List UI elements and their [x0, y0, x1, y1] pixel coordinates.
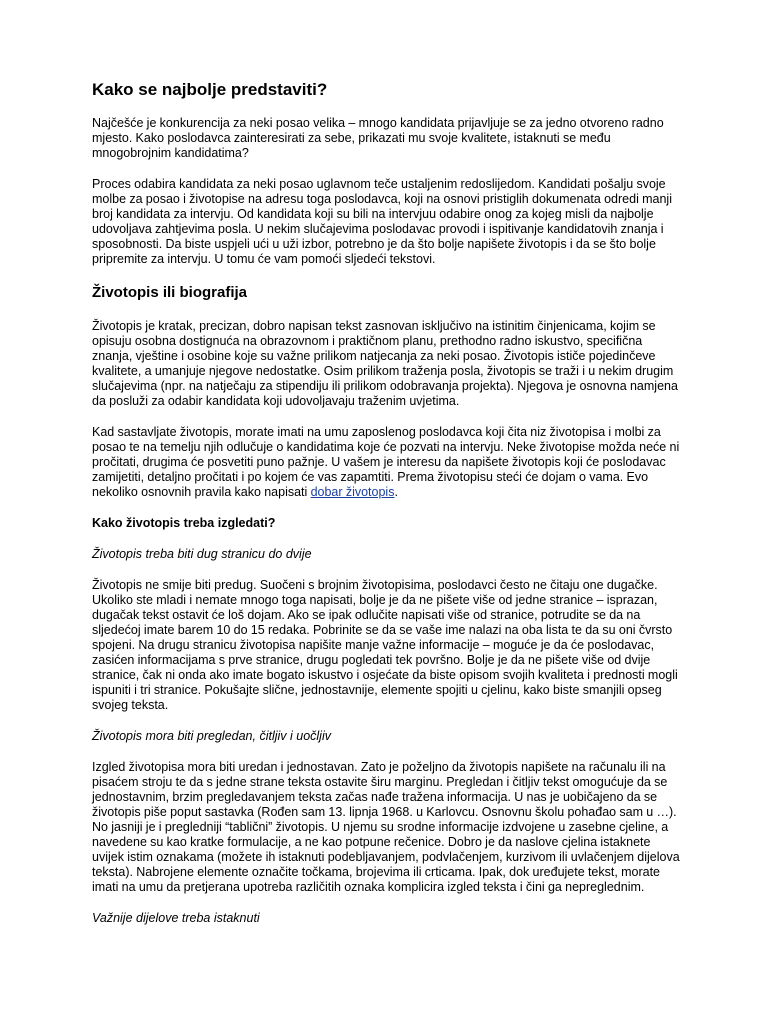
subheading-preglednost: Životopis mora biti pregledan, čitljiv i uočljiv — [92, 729, 331, 743]
subheading-duljina: Životopis treba biti dug stranicu do dvije — [92, 547, 312, 561]
section1-paragraph-2-end: . — [394, 485, 398, 499]
section-heading-zivotopis: Životopis ili biografija — [92, 284, 248, 301]
preglednost-paragraph: Izgled životopisa mora biti uredan i jednostavan. Zato je poželjno da životopis napišete na računalu ili na pisaćem stroju te da s jedne strane teksta ostavite širu marginu. Pregledan i čitljiv tekst omogućuje da se jednostavnim, brzim pregledavanjem teksta začas nađe tražena informacija. U nas je uobičajeno da se životopis piše poput sastavka (Rođen sam 13. lipnja 1968. u Karlovcu. Osnovnu školu pohađao sam u …). No jasniji je i pregledniji “tablični” životopis. U njemu su srodne informacije izdvojene u zasebne cjeline, a navedene su kao kratke formulacije, a ne kao potpune rečenice. Dobro je da naslove cjelina istaknete uvijek istim oznakama (možete ih istaknuti podebljavanjem, podvlačenjem, kurzivom ili uvlačenjem dijelova teksta). Nabrojene elemente označite točkama, brojevima ili crticama. Ipak, dok uređujete tekst, morate imati na umu da pretjerana upotreba različitih oznaka komplicira izgled teksta i čini ga nepreglednim. — [92, 760, 680, 894]
page-title: Kako se najbolje predstaviti? — [92, 80, 328, 99]
subheading-isticanje: Važnije dijelove treba istaknuti — [92, 911, 260, 925]
section1-paragraph-1: Životopis je kratak, precizan, dobro napisan tekst zasnovan isključivo na istinitim činjenicama, kojim se opisuju osobna dostignuća na obrazovnom i praktičnom planu, prethodno radno iskustvo, specifična znanja, vještine i osobine koje su važne prilikom natjecanja za neki posao. Životopis ističe pojedinčeve kvalitete, a umanjuje njegove nedostatke. Osim prilikom traženja posla, životopis se traži i u nekim drugim slučajevima (npr. na natječaju za stipendiju ili prilikom odobravanja projekta). Njegova je osnovna namjena da posluži za odabir kandidata koji udovoljavaju traženim uvjetima. — [92, 319, 678, 408]
intro-paragraph-2: Proces odabira kandidata za neki posao uglavnom teče ustaljenim redoslijedom. Kandidati pošalju svoje molbe za posao i životopise na adresu toga poslodavca, koji na osnovi pristiglih dokumenata odredi manji broj kandidata za intervju. Od kandidata koji su bili na intervjuu odabire onog za kojeg misli da najbolje udovoljava zahtjevima posla. U nekim slučajevima poslodavac provodi i ispitivanje kandidatovih znanja i sposobnosti. Da biste uspjeli ući u uži izbor, potrebno je da što bolje napišete životopis i da se što bolje pripremite za intervju. U tomu će vam pomoći sljedeći tekstovi. — [92, 177, 672, 266]
duljina-paragraph: Životopis ne smije biti predug. Suočeni s brojnim životopisima, poslodavci često ne čitaju one dugačke. Ukoliko ste mladi i nemate mnogo toga napisati, bolje je da ne pišete više od jedne stranice – isprazan, dugačak tekst ostavit će loš dojam. Ako se ipak odlučite napisati više od stranice, potrudite se da na sljedećoj imate barem 10 do 15 redaka. Pobrinite se da se vaše ime nalazi na oba lista te da su oni čvrsto spojeni. Na drugu stranicu životopisa napišite manje važne informacije – moguće je da će poslodavac, zasićen informacijama s prve stranice, drugu pogledati tek površno. Bolje je da ne pišete više od dvije stranice, čak ni onda ako imate bogato iskustvo i osjećate da biste opisom svojih kvaliteta i prednosti mogli ispuniti i tri stranice. Pokušajte slične, jednostavnije, elemente spojiti u cjelinu, kako biste smanjili opseg svojeg teksta. — [92, 578, 678, 712]
section1-paragraph-2-text: Kad sastavljate životopis, morate imati na umu zaposlenog poslodavca koji čita niz životopisa i molbi za posao te na temelju njih odlučuje o kandidatima koje će pozvati na intervju. Neke životopise možda neće ni pročitati, drugima će posvetiti puno pažnje. U vašem je interesu da napišete životopis koji će poslodavac zamijetiti, detaljno pročitati i po kojem će vas zapamtiti. Prema životopisu steći će dojam o vama. Evo nekoliko osnovnih pravila kako napisati — [92, 425, 680, 499]
intro-paragraph-1: Najčešće je konkurencija za neki posao velika – mnogo kandidata prijavljuje se za jedno otvoreno radno mjesto. Kako poslodavca zainteresirati za sebe, prikazati mu svoje kvalitete, istaknuti se među mnogobrojnim kandidatima? — [92, 116, 664, 160]
section1-paragraph-2 — [92, 425, 682, 500]
document-page — [92, 80, 682, 942]
dobar-zivotopis-link[interactable]: dobar životopis — [310, 485, 395, 499]
section-heading-izgled: Kako životopis treba izgledati? — [92, 516, 276, 530]
